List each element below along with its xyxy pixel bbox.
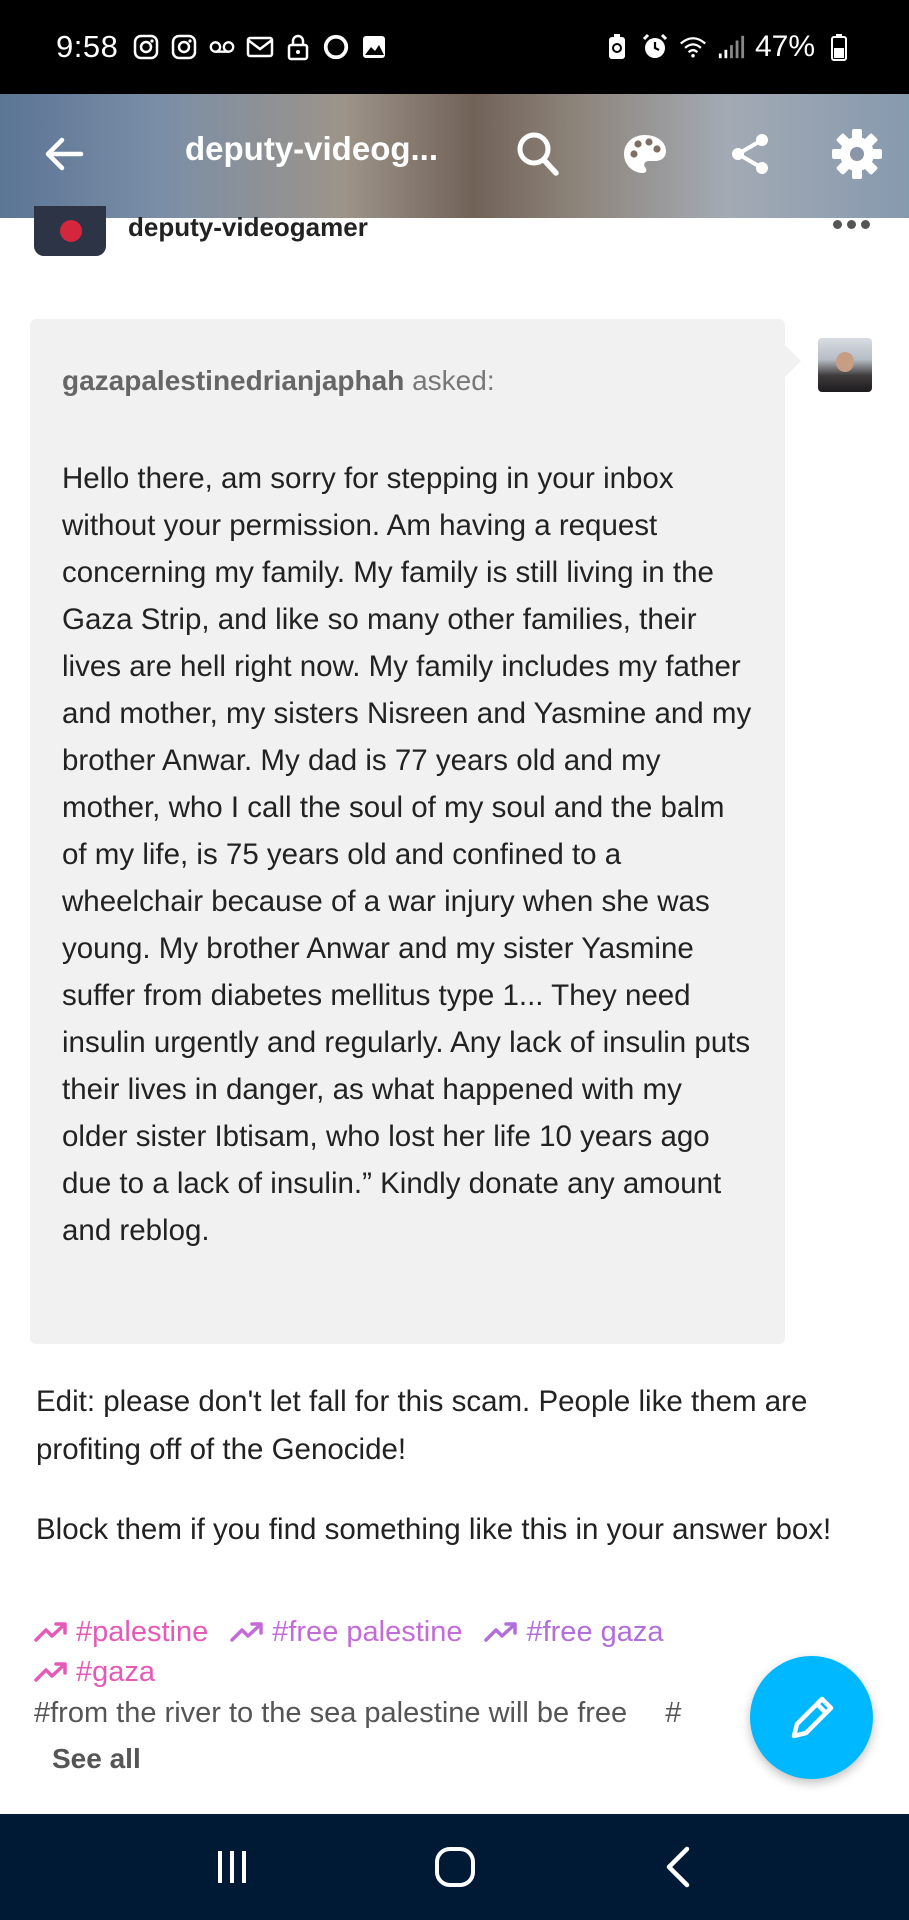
- share-button[interactable]: [720, 124, 780, 184]
- mail-icon: [246, 33, 274, 61]
- answer-paragraph: Block them if you find something like this in your answer box!: [36, 1513, 832, 1546]
- voicemail-icon: [208, 33, 236, 61]
- answer-paragraph: Edit: please don't let fall for this scam. People like them are profiting off of the Genocide!: [36, 1385, 808, 1466]
- blog-title[interactable]: deputy-videog...: [185, 130, 439, 167]
- asker-avatar[interactable]: [818, 338, 872, 392]
- recent-apps-icon: [212, 1847, 252, 1887]
- app-header: [0, 94, 909, 218]
- status-time: 9:58: [56, 29, 119, 64]
- pencil-icon: [784, 1690, 840, 1746]
- status-system-icons: [603, 30, 853, 64]
- palette-icon: [622, 133, 668, 175]
- tag-label: #free palestine: [272, 1615, 463, 1648]
- lock-icon: [284, 33, 312, 61]
- image-icon: [360, 33, 388, 61]
- tag-label: #gaza: [76, 1655, 156, 1688]
- chevron-left-icon: [663, 1845, 693, 1889]
- tag-overflow: #: [665, 1697, 682, 1729]
- battery-saver-icon: [603, 33, 631, 61]
- ask-box: [30, 319, 785, 1344]
- home-icon: [433, 1845, 477, 1889]
- compose-button[interactable]: [750, 1656, 873, 1779]
- more-options-button[interactable]: [833, 212, 877, 236]
- wifi-icon: [679, 33, 707, 61]
- alarm-icon: [641, 33, 669, 61]
- gear-icon: [831, 128, 883, 180]
- tag-from-the-river[interactable]: [34, 1697, 681, 1730]
- home-button[interactable]: [420, 1832, 490, 1902]
- instagram-icon: [132, 33, 160, 61]
- theme-button[interactable]: [615, 124, 675, 184]
- author-name[interactable]: deputy-videogamer: [128, 212, 368, 242]
- trending-icon: [34, 1661, 68, 1683]
- author-avatar[interactable]: [34, 206, 106, 256]
- asker-line: [62, 365, 753, 397]
- trending-icon: [34, 1621, 68, 1643]
- ask-body: Hello there, am sorry for stepping in your inbox without your permission. Am having a request concerning my family. My family is still living in the Gaza Strip, and like so many other families, their lives are hell right now. My family includes my father and mother, my sisters Nisreen and Yasmine and my brother Anwar. My dad is 77 years old and my mother, who I call the soul of my soul and the balm of my life, is 75 years old and confined to a wheelchair because of a war injury when she was young. My brother Anwar and my sister Yasmine suffer from diabetes mellitus type 1... They need insulin urgently and regularly. Any lack of insulin puts their lives in danger, as what happened with my older sister Ibtisam, who lost her life 10 years ago due to a lack of insulin.” Kindly donate any amount and reblog.: [62, 462, 752, 1247]
- back-arrow-icon: [44, 136, 84, 172]
- settings-button[interactable]: [826, 122, 888, 186]
- battery-icon: [825, 33, 853, 61]
- trending-icon: [484, 1621, 518, 1643]
- tag-free-gaza[interactable]: [484, 1616, 663, 1649]
- circle-icon: [322, 33, 350, 61]
- instagram-icon: [170, 33, 198, 61]
- search-icon: [516, 131, 560, 177]
- battery-percent: 47%: [754, 30, 815, 63]
- tag-label: #free gaza: [526, 1615, 664, 1648]
- status-notification-icons: [132, 33, 388, 61]
- see-all-tags-button[interactable]: See all: [52, 1743, 141, 1774]
- tag-label: #from the river to the sea palestine will be free: [34, 1697, 628, 1729]
- system-nav-bar: [0, 1814, 909, 1920]
- share-icon: [728, 132, 772, 176]
- tag-gaza[interactable]: [34, 1656, 155, 1689]
- asked-label: asked:: [404, 365, 495, 396]
- tags-section: [34, 1612, 854, 1692]
- signal-icon: [717, 33, 745, 61]
- back-button[interactable]: [36, 126, 92, 182]
- status-bar: [0, 0, 909, 94]
- post-author-row: [0, 212, 909, 264]
- trending-icon: [230, 1621, 264, 1643]
- tag-label: #palestine: [76, 1615, 209, 1648]
- tag-palestine[interactable]: [34, 1616, 208, 1649]
- asker-name[interactable]: gazapalestinedrianjaphah: [62, 365, 405, 396]
- recent-apps-button[interactable]: [197, 1832, 267, 1902]
- search-button[interactable]: [510, 124, 566, 184]
- tag-free-palestine[interactable]: [230, 1616, 462, 1649]
- back-nav-button[interactable]: [643, 1832, 713, 1902]
